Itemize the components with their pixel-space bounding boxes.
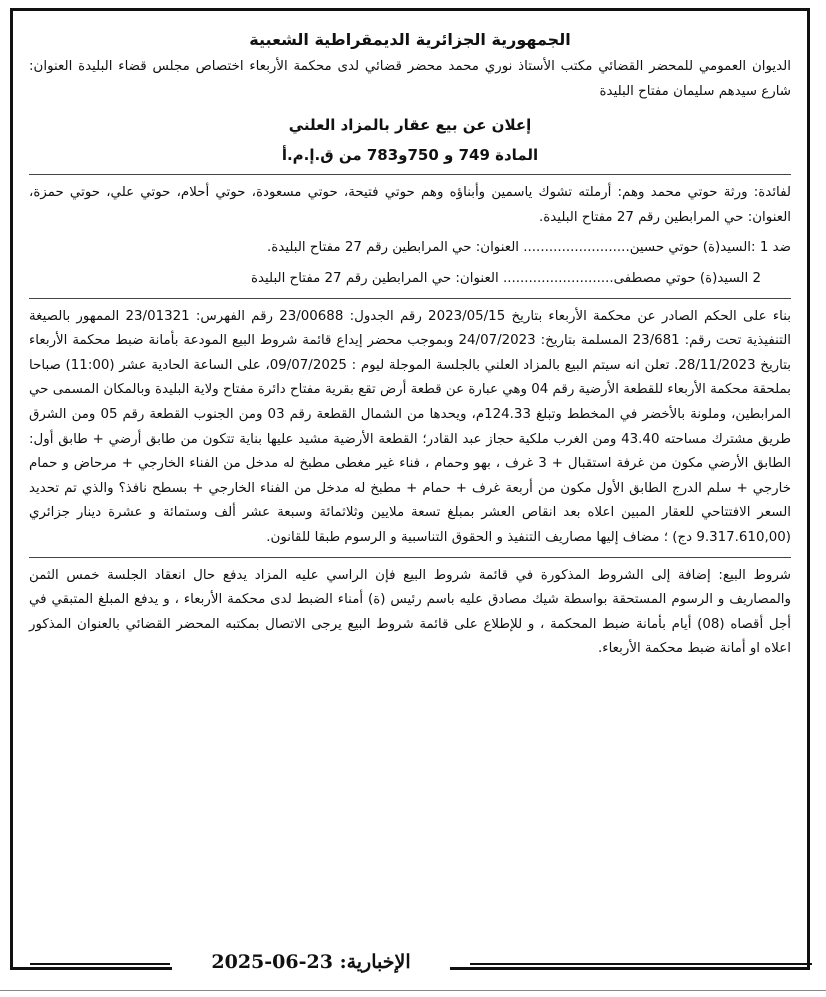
section-divider bbox=[29, 298, 791, 299]
defendant-2: 2 السيد(ة) حوتي مصطفى.......................... العنوان: حي المرابطين رقم 27 مفتاح البليدة bbox=[250, 270, 761, 286]
defendant-1: ضد 1 :السيد(ة) حوتي حسين......................... العنوان: حي المرابطين رقم 27 مفتاح البليدة. bbox=[267, 240, 791, 256]
bailiff-office: الديوان العمومي للمحضر القضائي مكتب الأستاذ نوري محمد محضر قضائي لدى محكمة الأربعاء اختصاص مجلس قضاء البليدة العنوان: شارع سيدهم سليمان مفتاح البليدة bbox=[29, 59, 791, 99]
notice-frame bbox=[10, 8, 810, 970]
notice-content bbox=[29, 25, 791, 668]
section-divider bbox=[29, 174, 791, 175]
sale-details: بناء على الحكم الصادر عن محكمة الأربعاء بتاريخ 2023/05/15 رقم الجدول: 23/00688 رقم الفهرس: 23/01321 الممهور بالصيغة التنفيذية تحت رقم: 23/681 المسلمة بتاريخ: 24/07/2023 وبموجب محضر إيداع قائمة شروط البيع المودعة بأمانة ضبط محكمة الأربعاء بتاريخ 28/11/2023. تعلن انه سيتم البيع بالمزاد العلني بالجلسة الموجلة ليوم : 09/07/2025، على الساعة الحادية عشر (11:00) صباحا بملحقة محكمة الأربعاء للقطعة الأرضية رقم 04 وهي عبارة عن قطعة أرض تقع بقرية مفتاح دائرة مفتاح ولاية البليدة وبالمكان المسمى حي المرابطين، وملونة بالأخضر في المخطط وتبلغ 124.33م، ويحدها من الشمال القطعة رقم 03 ومن الجنوب القطعة رقم 05 ومن الشرق طريق مشترك مساحته 43.40 ومن الغرب ملكية حجاز عبد القادر؛ القطعة الأرضية مشيد عليها بناية تتكون من طابق أرضي + طابق أول: الطابق الأرضي مكون من غرفة استقبال + 3 غرف ، بهو وحمام ، فناء غير مغطى مطبخ له مدخل من الفناء الخارجي + مرحاض و حمام خارجي + سلم الدرج الطابق الأول مكون من أربعة غرف + حمام + مطبخ له مدخل من الفناء الخارجي + بسطح نافذ؟ والذي تم تحديد السعر الافتتاحي للعقار المبين اعلاه بعد انقاص العشر بمبلغ تسعة ملايين وثلاثمائة وسبعة عشر ألف وستمائة و عشرة دينار جزائري (9.317.610,00 دج) ؛ مضاف إليها مصاريف التنفيذ و الحقوق التناسبية و الرسوم طبقا للقانون. bbox=[29, 308, 792, 545]
legal-articles: المادة 749 و 750و783 من ق.إ.م.أ bbox=[281, 146, 539, 165]
section-divider bbox=[29, 557, 791, 558]
notice-title: إعلان عن بيع عقار بالمزاد العلني bbox=[288, 116, 532, 135]
footer-rule-left bbox=[30, 963, 170, 965]
page-bottom-rule bbox=[0, 990, 826, 991]
republic-header: الجمهورية الجزائرية الديمقراطية الشعبية bbox=[249, 30, 571, 49]
publication-label: الإخبارية: 23-06-2025 bbox=[172, 949, 450, 975]
sale-terms: شروط البيع: إضافة إلى الشروط المذكورة في قائمة شروط البيع فإن الراسي عليه المزاد يدفع حال انعقاد الجلسة خمس الثمن والمصاريف و الرسوم المستحقة بواسطة شيك مصادق عليه باسم رئيس (ة) أمناء الضبط لدى محكمة الأربعاء ، و يدفع المبلغ المتبقي في أجل أقصاه (08) أيام بأمانة ضبط المحكمة ، و للإطلاع على قائمة شروط البيع يرجى الاتصال بمكتبه المحضر القضائي بالعنوان المذكور اعلاه او أمانة ضبط محكمة الأربعاء. bbox=[29, 567, 791, 657]
beneficiaries: لفائدة: ورثة حوتي محمد وهم: أرملته تشوك ياسمين وأبناؤه وهم حوتي فتيحة، حوتي مسعودة، حوتي أحلام، حوتي علي، حوتي حمزة، العنوان: حي المرابطين رقم 27 مفتاح البليدة. bbox=[29, 185, 791, 225]
publication-footer bbox=[10, 949, 812, 973]
footer-rule-right bbox=[470, 963, 812, 965]
